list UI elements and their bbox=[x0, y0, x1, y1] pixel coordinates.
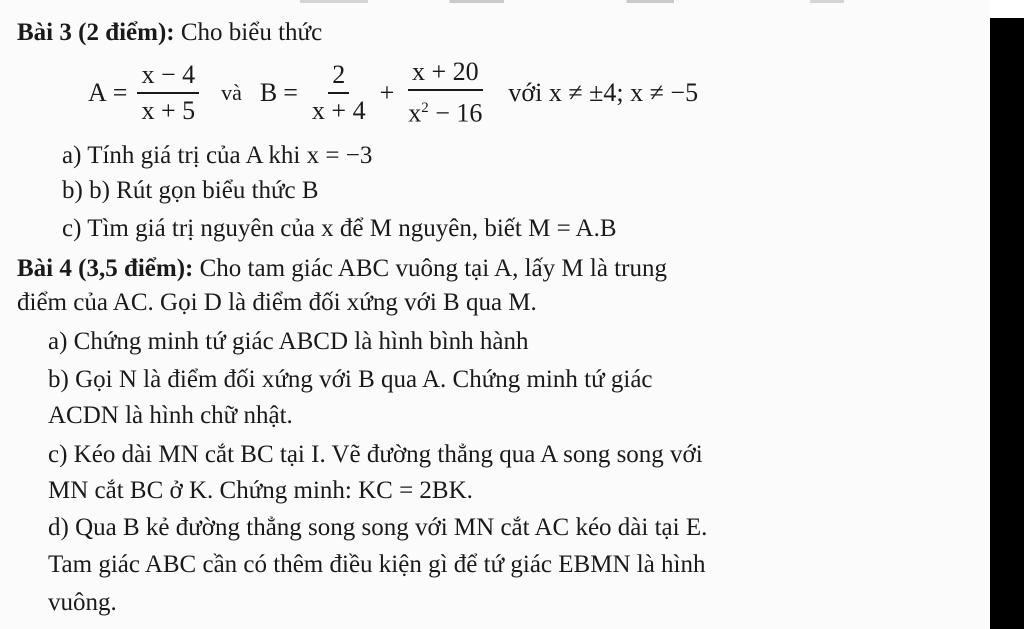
top-edge-artifact bbox=[300, 0, 980, 3]
den-exponent: 2 bbox=[421, 100, 429, 117]
bai4-item-d: d) Qua B kẻ đường thẳng song song với MN cắt AC kéo dài tại E. bbox=[48, 514, 708, 541]
bai4-item-b-continued: ACDN là hình chữ nhật. bbox=[48, 402, 293, 429]
fraction-b1 bbox=[308, 60, 370, 126]
fraction-b1-denominator: x + 4 bbox=[311, 96, 366, 125]
bai3-heading: Bài 3 (2 điểm): bbox=[17, 19, 175, 46]
bai4-item-c: c) Kéo dài MN cắt BC tại I. Vẽ đường thẳng qua A song song với bbox=[48, 441, 703, 468]
fraction-b2-numerator: x + 20 bbox=[408, 57, 483, 91]
fraction-b2-denominator bbox=[404, 91, 486, 129]
fraction-a-numerator: x − 4 bbox=[137, 60, 199, 94]
bai3-intro: Cho biểu thức bbox=[180, 19, 323, 46]
bai4-item-d-end: vuông. bbox=[48, 589, 117, 616]
bai3-item-a: a) Tính giá trị của A khi x = −3 bbox=[62, 142, 373, 169]
bai4-intro-continued: điểm của AC. Gọi D là điểm đối xứng với B qua M. bbox=[17, 289, 537, 316]
formula-plus: + bbox=[379, 78, 395, 107]
formula-condition: với x ≠ ±4; x ≠ −5 bbox=[508, 78, 699, 107]
right-black-bar bbox=[990, 18, 1024, 629]
formula-a-eq: = bbox=[112, 78, 128, 107]
bai4-item-a: a) Chứng minh tứ giác ABCD là hình bình hành bbox=[48, 328, 529, 355]
formula-a-lhs: A bbox=[88, 78, 107, 107]
den-base: x bbox=[408, 98, 422, 128]
bai3-item-b: b) b) Rút gọn biểu thức B bbox=[62, 177, 319, 204]
bai4-intro: Cho tam giác ABC vuông tại A, lấy M là trung bbox=[199, 255, 667, 282]
bai4-item-c-continued: MN cắt BC ở K. Chứng minh: KC = 2BK. bbox=[48, 477, 473, 504]
den-rest: − 16 bbox=[428, 98, 483, 128]
bai4-title-line bbox=[17, 254, 667, 284]
bai4-item-d-continued: Tam giác ABC cần có thêm điều kiện gì để tứ giác EBMN là hình bbox=[48, 551, 706, 578]
bai3-item-c: c) Tìm giá trị nguyên của x để M nguyên, biết M = A.B bbox=[62, 215, 617, 242]
bai4-heading: Bài 4 (3,5 điểm): bbox=[17, 255, 194, 282]
bai3-title-line bbox=[17, 18, 322, 48]
fraction-b1-numerator: 2 bbox=[328, 60, 349, 94]
bai4-item-b: b) Gọi N là điểm đối xứng với B qua A. Chứng minh tứ giác bbox=[48, 366, 653, 393]
formula-b-eq: = bbox=[283, 78, 298, 107]
fraction-a-denominator: x + 5 bbox=[141, 96, 196, 125]
bai3-formula bbox=[88, 53, 698, 133]
formula-and: và bbox=[221, 80, 242, 105]
fraction-a bbox=[137, 60, 199, 126]
fraction-b2 bbox=[404, 57, 486, 129]
formula-b-lhs: B bbox=[259, 78, 278, 107]
